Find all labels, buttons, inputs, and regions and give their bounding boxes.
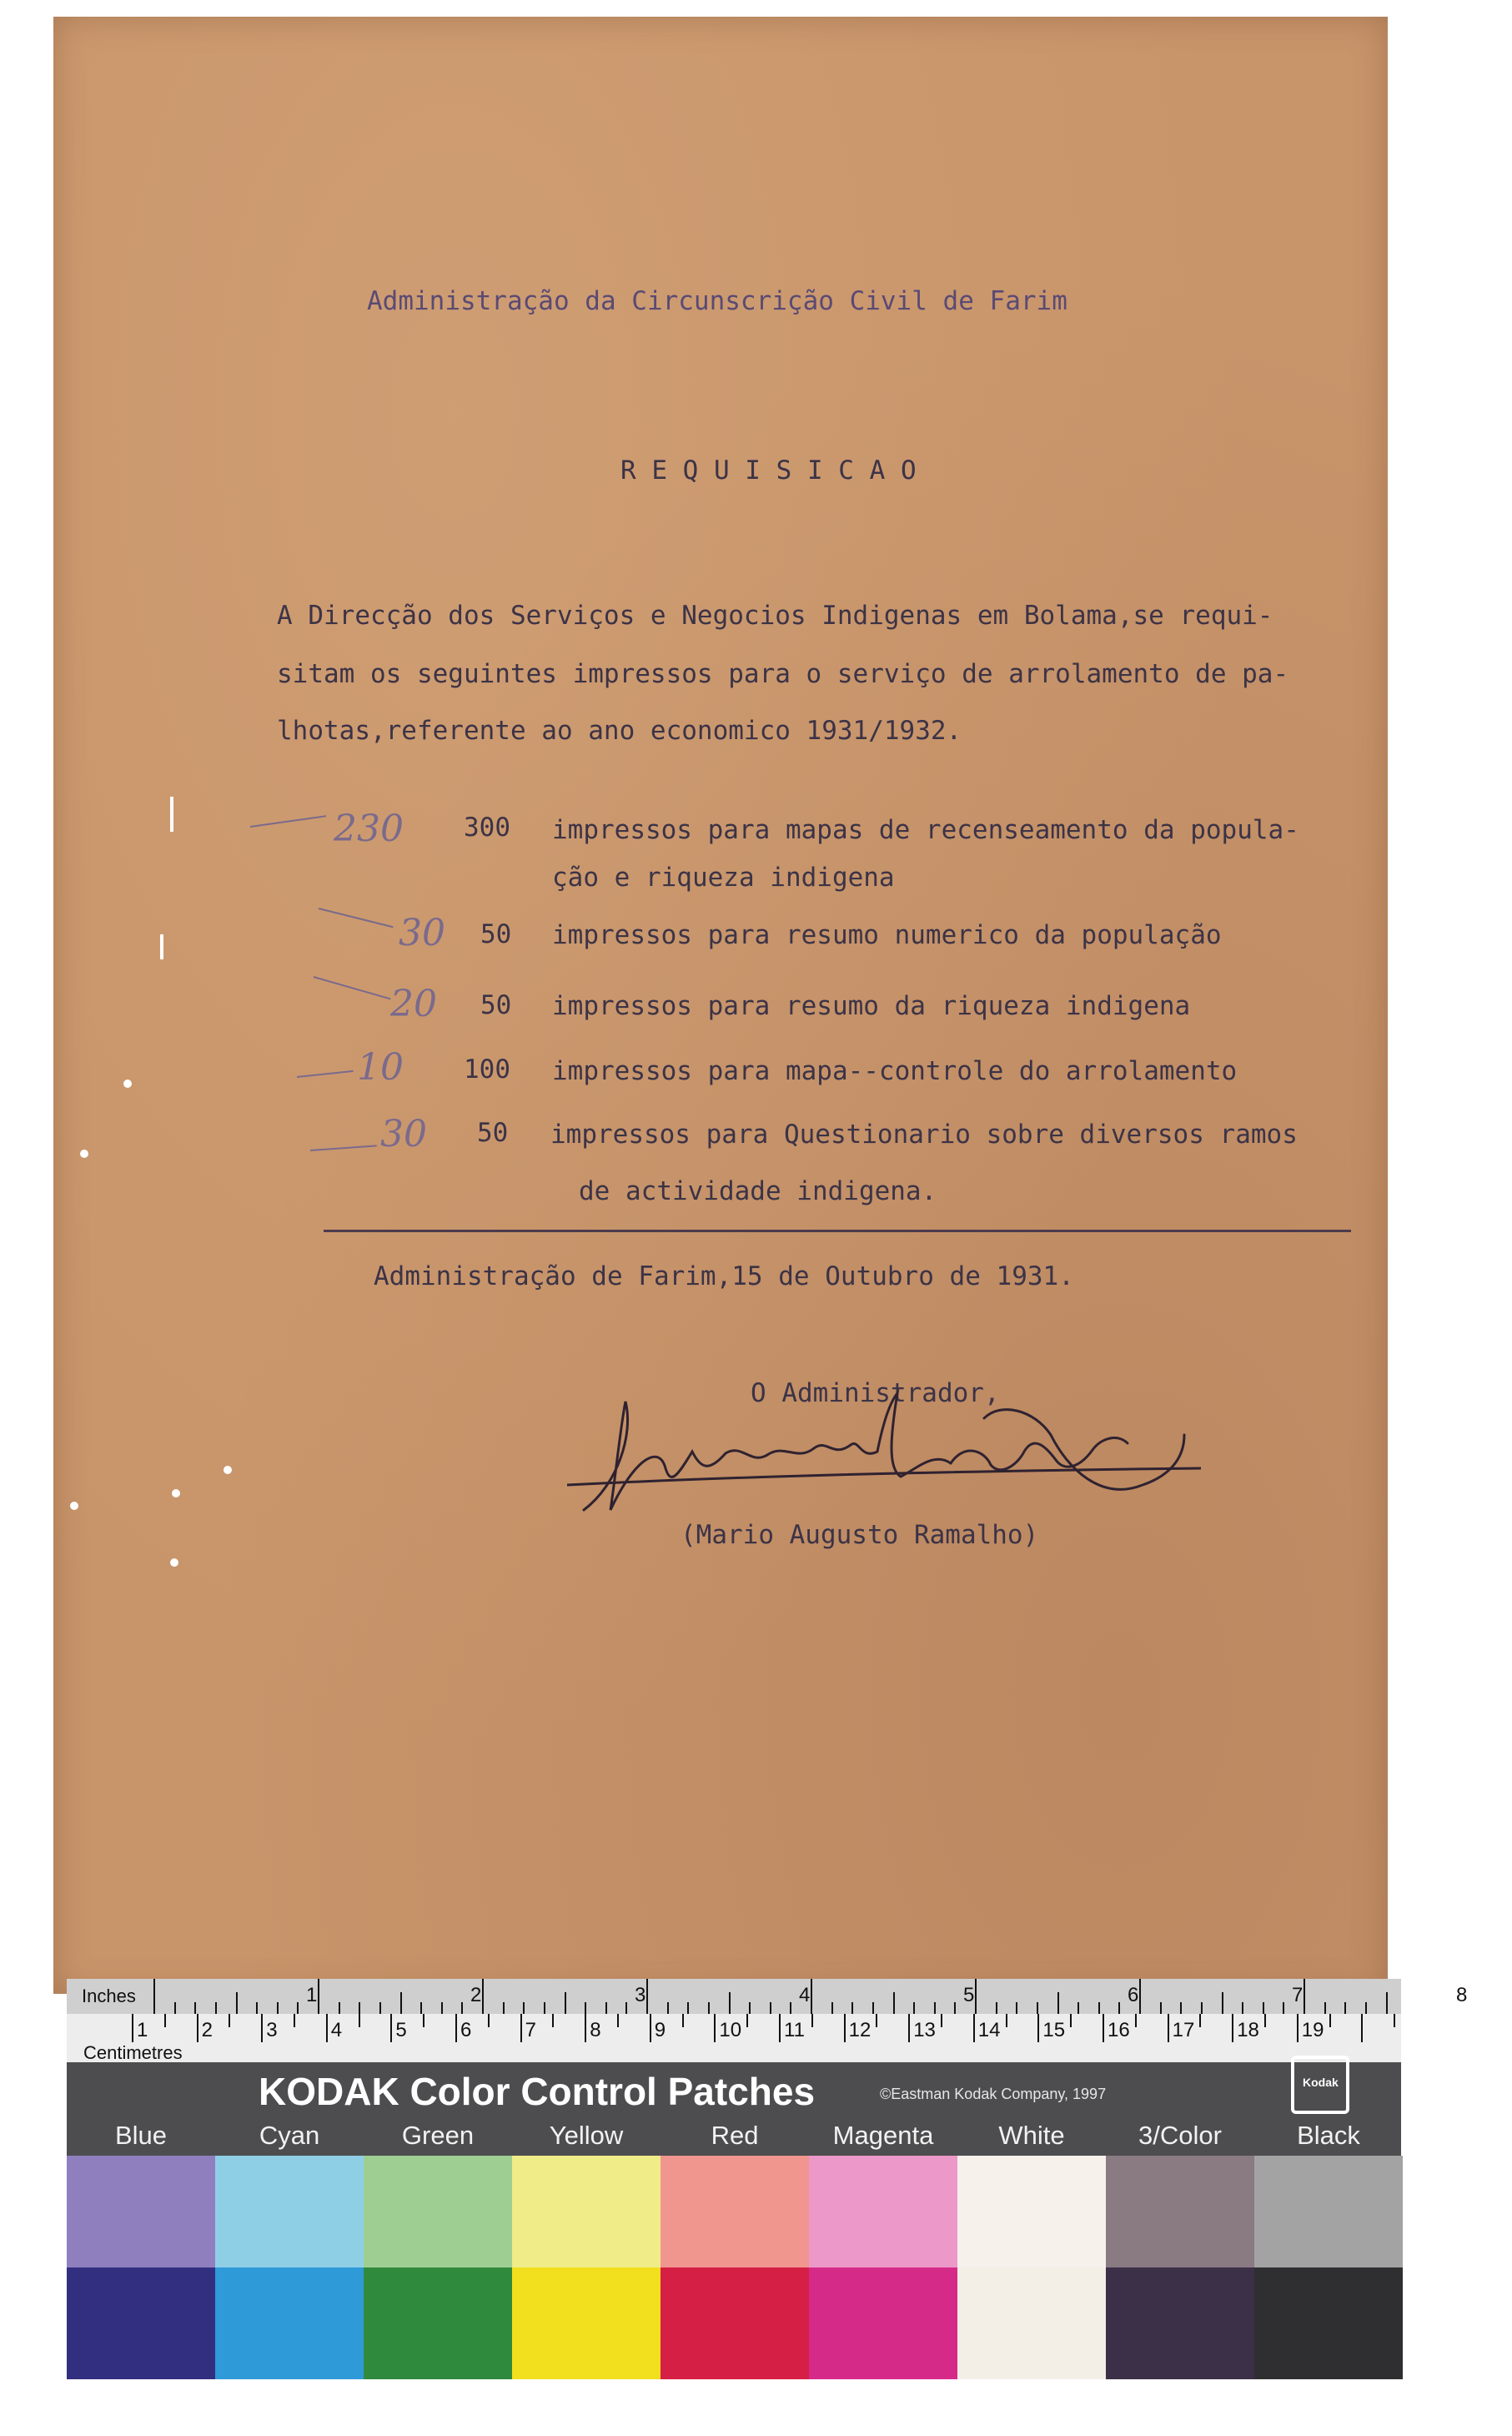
cm-tick — [1006, 2014, 1007, 2027]
cm-number: 9 — [654, 2019, 666, 2041]
patch-label: Black — [1297, 2121, 1360, 2150]
cm-tick — [520, 2014, 522, 2042]
cm-tick — [941, 2014, 942, 2027]
color-patch-top — [661, 2156, 809, 2267]
cm-number: 13 — [913, 2019, 936, 2041]
inch-tick — [749, 2002, 751, 2014]
cm-tick — [682, 2014, 684, 2027]
cm-tick — [650, 2014, 651, 2042]
inch-tick — [646, 1979, 648, 2014]
paper-hole — [170, 1558, 178, 1567]
inch-number: 5 — [963, 1984, 975, 2006]
inch-tick — [1324, 2002, 1326, 2014]
inch-tick — [1242, 2002, 1243, 2014]
cm-tick — [973, 2014, 975, 2042]
inch-tick — [1077, 2002, 1079, 2014]
inch-tick — [256, 2002, 258, 2014]
inch-tick — [708, 2002, 710, 2014]
cm-tick — [1361, 2014, 1363, 2042]
color-patch-bottom — [1254, 2267, 1403, 2379]
cm-tick — [390, 2014, 392, 2042]
inch-tick — [503, 2002, 505, 2014]
inch-tick — [1180, 2002, 1182, 2014]
cm-tick — [197, 2014, 198, 2042]
item-text: impressos para mapa--controle do arrolamento — [552, 1056, 1238, 1086]
item-text: de actividade indigena. — [579, 1176, 937, 1206]
handwritten-quantity: 230 — [334, 808, 404, 850]
inch-tick — [625, 2002, 627, 2014]
cm-tick — [811, 2014, 813, 2027]
color-patch-bottom — [67, 2267, 215, 2379]
inch-tick — [1118, 2002, 1120, 2014]
cm-tick — [1070, 2014, 1072, 2027]
color-patch-bottom — [661, 2267, 809, 2379]
inch-tick — [215, 2002, 217, 2014]
inch-tick — [996, 2002, 997, 2014]
inch-tick — [1016, 2002, 1017, 2014]
cm-tick — [294, 2014, 295, 2027]
cm-tick — [1394, 2014, 1395, 2027]
inch-tick — [667, 2002, 669, 2014]
inch-tick — [1160, 2002, 1162, 2014]
color-patch-bottom — [957, 2267, 1106, 2379]
cm-tick — [326, 2014, 328, 2042]
cm-tick — [423, 2014, 424, 2027]
paper-hole — [224, 1466, 232, 1474]
kodak-color-chart — [67, 1979, 1468, 2379]
intro-line: sitam os seguintes impressos para o serviço de arrolamento de pa- — [277, 659, 1289, 689]
color-patch-bottom — [1106, 2267, 1254, 2379]
cm-tick — [1199, 2014, 1201, 2027]
patch-label: White — [998, 2121, 1065, 2150]
cm-tick — [714, 2014, 716, 2042]
inch-tick — [893, 1992, 895, 2014]
intro-line: lhotas,referente ao ano economico 1931/1932. — [277, 716, 962, 746]
inch-tick — [523, 2002, 525, 2014]
inch-tick — [872, 2002, 874, 2014]
signatory-title: O Administrador, — [751, 1378, 1000, 1408]
inch-tick — [1037, 2002, 1038, 2014]
inch-tick — [1283, 2002, 1284, 2014]
inch-tick — [1344, 2002, 1346, 2014]
paper-hole — [70, 1502, 78, 1510]
cm-number: 14 — [977, 2019, 1001, 2041]
cm-tick — [1168, 2014, 1169, 2042]
color-patch-top — [215, 2156, 364, 2267]
kodak-title: KODAK Color Control Patches — [259, 2070, 816, 2113]
inch-tick — [770, 2002, 771, 2014]
cm-number: 1 — [137, 2019, 148, 2041]
inch-tick — [729, 1992, 731, 2014]
place-date: Administração de Farim,15 de Outubro de 1931. — [374, 1261, 1074, 1291]
inch-tick — [605, 2002, 607, 2014]
cm-tick — [844, 2014, 846, 2042]
inch-tick — [585, 2002, 586, 2014]
cm-tick — [1329, 2014, 1331, 2027]
cm-number: 19 — [1301, 2019, 1324, 2041]
cm-tick — [876, 2014, 877, 2027]
cm-number: 8 — [590, 2019, 601, 2041]
color-patch-bottom — [215, 2267, 364, 2379]
cm-number: 3 — [266, 2019, 278, 2041]
color-patch-top — [67, 2156, 215, 2267]
inch-tick — [153, 1979, 155, 2014]
color-patch-bottom — [809, 2267, 957, 2379]
cm-tick — [229, 2014, 230, 2027]
inch-tick — [194, 2002, 196, 2014]
color-patch-bottom — [512, 2267, 661, 2379]
inch-ruler — [67, 1979, 1468, 2014]
cm-tick — [908, 2014, 910, 2042]
cm-tick — [585, 2014, 586, 2042]
inch-tick — [1222, 1992, 1223, 2014]
centimetres-label: Centimetres — [83, 2042, 183, 2063]
cm-number: 15 — [1042, 2019, 1066, 2041]
color-patch-top — [364, 2156, 512, 2267]
cm-tick — [779, 2014, 781, 2042]
inch-tick — [482, 1979, 484, 2014]
item-qty: 100 — [464, 1054, 510, 1085]
item-text: impressos para resumo numerico da população — [552, 920, 1222, 950]
cm-number: 6 — [460, 2019, 472, 2041]
item-qty: 50 — [480, 919, 512, 949]
cm-number: 16 — [1108, 2019, 1130, 2041]
color-patch-top — [1254, 2156, 1403, 2267]
patch-label: Cyan — [259, 2121, 320, 2150]
centimetre-ruler — [67, 2014, 1401, 2062]
item-text: ção e riqueza indigena — [552, 863, 895, 893]
inch-number: 8 — [1456, 1984, 1468, 2006]
inch-tick — [811, 1979, 812, 2014]
inch-number: 1 — [306, 1984, 318, 2006]
item-text: impressos para mapas de recenseamento da popula- — [552, 815, 1299, 845]
inch-tick — [318, 1979, 319, 2014]
item-text: impressos para resumo da riqueza indigena — [552, 991, 1191, 1021]
cm-tick — [617, 2014, 619, 2027]
inch-number: 2 — [470, 1984, 482, 2006]
color-patch-top — [1106, 2156, 1254, 2267]
inch-tick — [1386, 1992, 1388, 2014]
inch-tick — [1098, 2002, 1100, 2014]
cm-tick — [1264, 2014, 1266, 2027]
color-patch-top — [957, 2156, 1106, 2267]
inch-tick — [790, 2002, 791, 2014]
document-title: R E Q U I S I C A O — [620, 455, 917, 486]
inch-number: 4 — [799, 1984, 811, 2006]
cm-number: 4 — [330, 2019, 343, 2041]
inch-tick — [934, 2002, 936, 2014]
item-qty: 50 — [480, 990, 512, 1020]
cm-tick — [261, 2014, 263, 2042]
handwritten-quantity: 30 — [399, 912, 445, 954]
inch-tick — [1057, 1992, 1059, 2014]
item-text: impressos para Questionario sobre diversos ramos — [550, 1120, 1298, 1150]
signatory-name: (Mario Augusto Ramalho) — [681, 1520, 1039, 1550]
color-patch-bottom — [364, 2267, 512, 2379]
inch-tick — [687, 2002, 689, 2014]
inch-tick — [954, 2002, 956, 2014]
paper-hole — [172, 1489, 180, 1497]
kodak-copyright: ©Eastman Kodak Company, 1997 — [880, 2086, 1107, 2102]
inch-tick — [379, 2002, 381, 2014]
cm-tick — [1297, 2014, 1299, 2042]
separator-line — [324, 1230, 1351, 1232]
inch-tick — [1263, 2002, 1264, 2014]
inch-number: 7 — [1292, 1984, 1304, 2006]
handwritten-quantity: 10 — [357, 1046, 404, 1089]
inch-tick — [1304, 1979, 1305, 2014]
inch-number: 3 — [635, 1984, 646, 2006]
cm-tick — [164, 2014, 166, 2027]
patch-label: Yellow — [549, 2121, 624, 2150]
cm-number: 10 — [719, 2019, 742, 2041]
color-patch-top — [809, 2156, 957, 2267]
kodak-logo-text: Kodak — [1303, 2076, 1339, 2089]
inch-tick — [975, 1979, 977, 2014]
paper-hole — [123, 1080, 132, 1088]
inches-label: Inches — [82, 1986, 136, 2006]
inch-tick — [339, 2002, 340, 2014]
inch-tick — [277, 2002, 279, 2014]
inch-tick — [297, 2002, 299, 2014]
cm-tick — [552, 2014, 554, 2027]
inch-tick — [400, 1992, 402, 2014]
inch-number: 6 — [1128, 1984, 1139, 2006]
paper-hole — [80, 1150, 88, 1158]
intro-line: A Direcção dos Serviços e Negocios Indigenas em Bolama,se requi- — [277, 601, 1273, 631]
inch-tick — [236, 1992, 238, 2014]
patch-label: Red — [711, 2121, 759, 2150]
cm-tick — [1037, 2014, 1039, 2042]
patch-label: 3/Color — [1138, 2121, 1222, 2150]
cm-number: 17 — [1172, 2019, 1195, 2041]
inch-tick — [420, 2002, 422, 2014]
cm-number: 18 — [1237, 2019, 1259, 2041]
inch-tick — [831, 2002, 833, 2014]
cm-number: 2 — [201, 2019, 213, 2041]
item-qty: 300 — [464, 813, 510, 843]
cm-tick — [488, 2014, 490, 2027]
item-qty: 50 — [477, 1118, 509, 1148]
patch-label: Magenta — [832, 2121, 934, 2150]
margin-mark — [170, 797, 173, 832]
inch-tick — [851, 2002, 853, 2014]
cm-number: 11 — [784, 2019, 805, 2041]
kodak-logo — [1291, 2056, 1349, 2114]
handwritten-signature — [567, 1385, 1201, 1518]
inch-tick — [461, 2002, 463, 2014]
inch-tick — [1365, 2002, 1367, 2014]
inch-tick — [565, 1992, 566, 2014]
cm-number: 5 — [395, 2019, 407, 2041]
patch-label: Blue — [114, 2121, 168, 2150]
inch-tick — [544, 2002, 545, 2014]
inch-tick — [1139, 1979, 1141, 2014]
inch-tick — [441, 2002, 443, 2014]
cm-number: 7 — [525, 2019, 536, 2041]
handwritten-quantity: 30 — [380, 1113, 427, 1155]
color-patch-top — [512, 2156, 661, 2267]
cm-tick — [132, 2014, 133, 2042]
cm-tick — [359, 2014, 360, 2027]
inch-tick — [174, 2002, 176, 2014]
cm-tick — [1232, 2014, 1233, 2042]
cm-tick — [1135, 2014, 1137, 2027]
patch-label: Green — [401, 2121, 475, 2150]
inch-tick — [1201, 2002, 1203, 2014]
document-header: Administração da Circunscrição Civil de Farim — [367, 286, 1067, 316]
cm-tick — [455, 2014, 457, 2042]
cm-number: 12 — [848, 2019, 872, 2041]
margin-mark — [160, 934, 163, 959]
handwritten-quantity: 20 — [390, 983, 437, 1025]
cm-tick — [746, 2014, 748, 2027]
inch-tick — [913, 2002, 915, 2014]
cm-tick — [1103, 2014, 1104, 2042]
inch-tick — [359, 2002, 360, 2014]
